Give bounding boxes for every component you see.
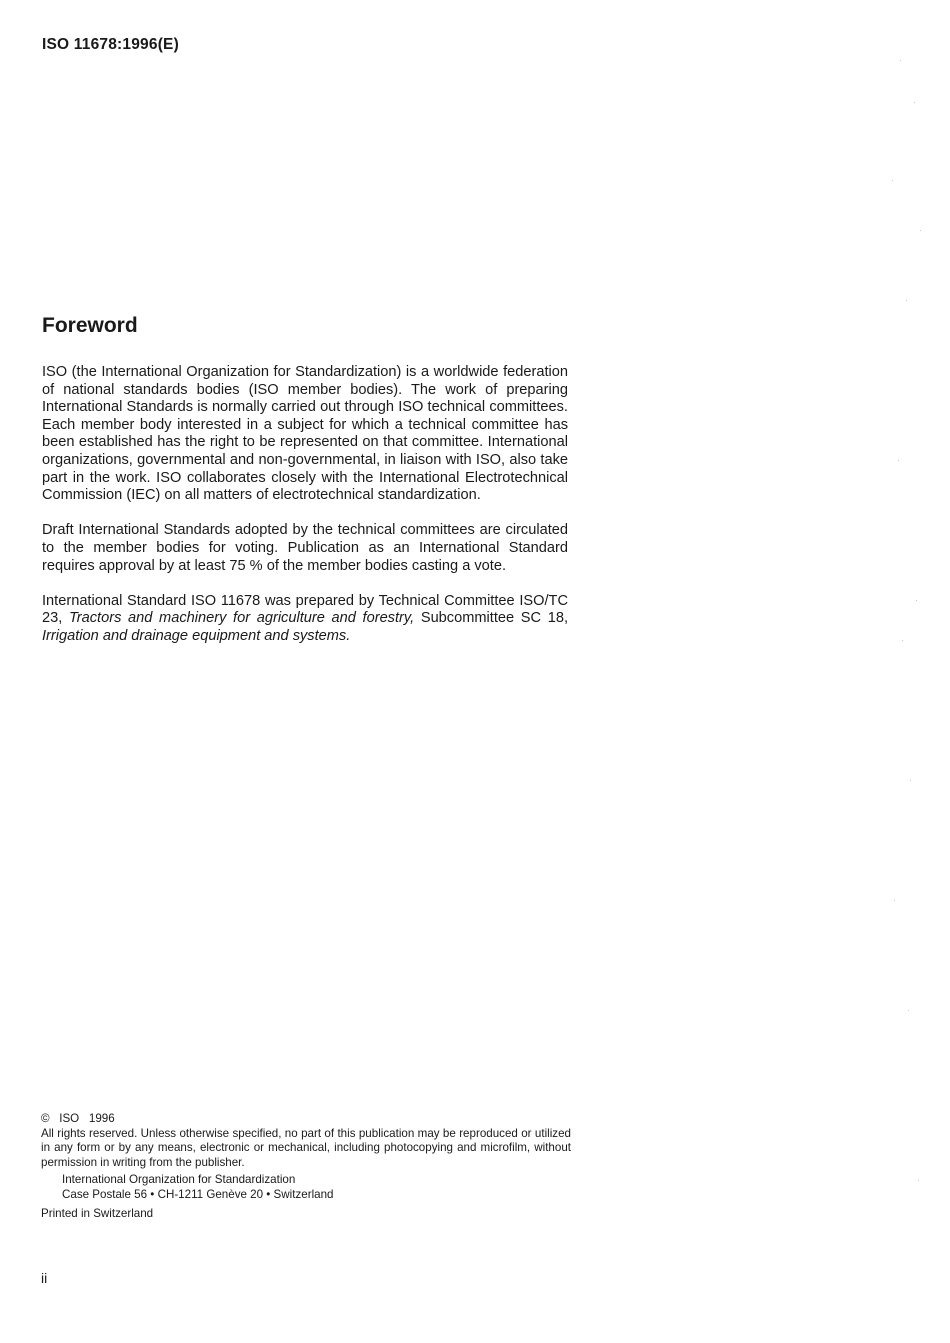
- publisher-address: [62, 1173, 571, 1202]
- address-organization: International Organization for Standardization: [62, 1173, 296, 1187]
- scan-edge-noise: [880, 0, 950, 1343]
- copyright-notice: [41, 1112, 571, 1221]
- document-identifier: ISO 11678:1996(E): [42, 36, 179, 53]
- copyright-symbol-icon: ©: [41, 1112, 50, 1125]
- foreword-body: [42, 364, 568, 646]
- foreword-heading: Foreword: [42, 314, 138, 337]
- copyright-year: 1996: [88, 1112, 115, 1125]
- foreword-paragraph-1: ISO (the International Organization for Standardization) is a worldwide federation of national standards bodies (ISO member bodies). The work of preparing International Standards is normally carried out through ISO technical committees. Each member body interested in a subject for which a technical committee has been established has the right to be represented on that committee. International organizations, governmental and non-governmental, in liaison with ISO, also take part in the work. ISO collaborates closely with the International Electrotechnical Commission (IEC) on all matters of electrotechnical standardization.: [42, 364, 568, 504]
- foreword-paragraph-2: Draft International Standards adopted by the technical committees are circulated to the member bodies for voting. Publication as an International Standard requires approval by at least 75 % of the member bodies casting a vote.: [42, 522, 568, 574]
- subcommittee-name: Irrigation and drainage equipment and systems.: [42, 627, 351, 644]
- copyright-owner: ISO: [59, 1112, 80, 1125]
- page-number: ii: [41, 1270, 48, 1286]
- printed-location: Printed in Switzerland: [41, 1206, 154, 1220]
- paragraph-3-intro: International Standard ISO 11678 was prepared by Technical Committee ISO/TC 23,: [42, 592, 568, 627]
- copyright-line: [41, 1112, 571, 1127]
- technical-committee-name: Tractors and machinery for agriculture and forestry,: [68, 610, 415, 627]
- rights-statement: All rights reserved. Unless otherwise specified, no part of this publication may be reproduced or utilized in any form or by any means, electronic or mechanical, including photocopying and microfilm, without permission in writing from the publisher.: [41, 1126, 571, 1169]
- foreword-paragraph-3: [42, 593, 568, 646]
- address-postal: Case Postale 56 • CH-1211 Genève 20 • Switzerland: [62, 1187, 334, 1201]
- paragraph-3-middle: Subcommittee SC 18,: [414, 610, 568, 627]
